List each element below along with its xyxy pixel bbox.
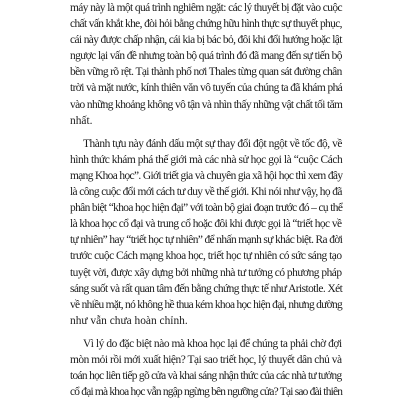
text-line: toán học liên tiếp gõ cửa và khai sáng nhận thức của các nhà tư tưởng — [70, 370, 342, 383]
text-line: phân biệt “khoa học hiện đại” với toàn bộ giai đoạn trước đó – cụ thể — [70, 202, 343, 215]
paragraph-2 — [70, 136, 342, 329]
text-line: máy này là một quá trình nghiêm ngặt: các lý thuyết bị đặt vào cuộc — [70, 2, 343, 14]
text-line: tuyệt vời, được xây dựng bởi những nhà tư tưởng có phương pháp — [70, 266, 342, 279]
text-line: bền vững rõ rệt. Tại thành phố nơi Thales từng quan sát đường chân — [70, 66, 342, 79]
text-line: trước cuộc Cách mạng khoa học, triết học tự nhiên có sức sáng tạo — [70, 250, 342, 263]
paragraph-gap — [70, 129, 342, 136]
paragraph-3 — [70, 336, 342, 400]
paragraph-gap — [70, 329, 342, 336]
text-line: cái này được chấp nhận, cái kia bị bác bỏ, đôi khi đổi hướng hoặc lật — [70, 34, 342, 47]
text-line: sáng suốt và rất quan tâm đến bằng chứng thực tế như Aristotle. Xét — [70, 282, 343, 295]
text-line: tự nhiên” hay “triết học tự nhiên” để nhấn mạnh sự khác biệt. Ra đời — [70, 234, 343, 247]
text-line: là công cuộc đổi mới cách tư duy về thế giới. Khi nói như vậy, họ đã — [70, 186, 342, 199]
text-line: ngược lại vấn đề nhưng toàn bộ quá trình đó đã mang đến sự tiến bộ — [70, 50, 342, 63]
text-line: Thành tựu này đánh dấu một sự thay đổi đột ngột về tốc độ, về — [83, 137, 342, 150]
text-line: hình thức khám phá thế giới mà các nhà sử học gọi là “cuộc Cách — [70, 153, 343, 166]
text-line: mòn mỏi rồi mới xuất hiện? Tại sao triết học, lý thuyết dân chủ và — [70, 353, 342, 366]
text-line: Vì lý do đặc biệt nào mà khoa học lại để chúng ta phải chờ đợi — [83, 337, 342, 350]
paragraph-1 — [70, 0, 342, 129]
text-line: về nhiều mặt, nó không hề thua kém khoa học hiện đại, nhưng dường — [70, 298, 343, 311]
body-text — [70, 0, 342, 400]
text-line: là khoa học cổ đại và trung cổ hoặc đôi khi được gọi là “triết học về — [70, 218, 342, 231]
text-line: trời và mặt nước, kính thiên văn vô tuyến của chúng ta đã khám phá — [70, 82, 343, 95]
text-line: chất vấn khắt khe, đòi hỏi bằng chứng hữu hình thực sự thuyết phục, — [70, 18, 342, 31]
text-line: vào những khoảng không vô tận và nhìn thấy những vật chất tối tăm — [70, 98, 343, 111]
text-line: cổ đại mà khoa học vẫn ngập ngừng bên ngưỡng cửa? Tại sao đài thiên — [70, 386, 343, 399]
text-line: mạng Khoa học”. Giới triết gia và chuyên gia xã hội học thì xem đây — [70, 169, 343, 182]
text-line: như vẫn chưa hoàn chỉnh. — [70, 314, 188, 327]
text-line: nhất. — [70, 114, 93, 127]
